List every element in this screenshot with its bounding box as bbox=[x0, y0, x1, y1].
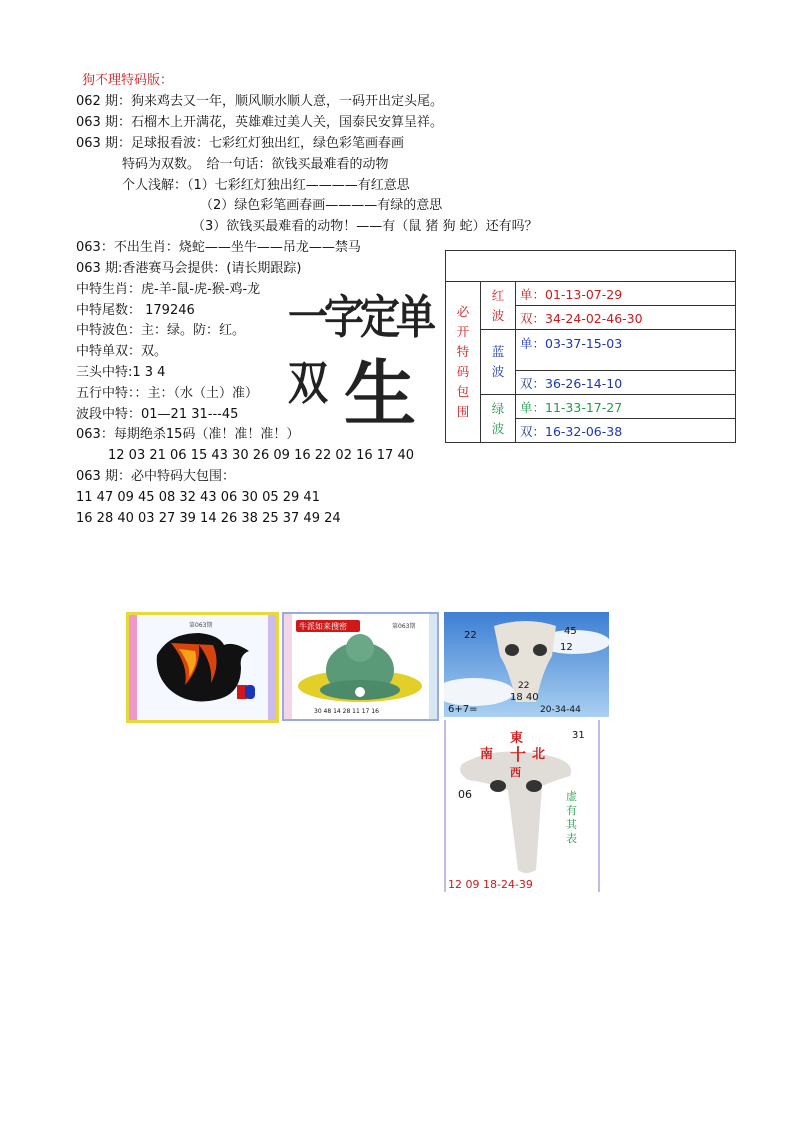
flame-graphic bbox=[129, 615, 276, 720]
text-line-17: 063：每期绝杀15码（准！准！准！） bbox=[76, 427, 300, 442]
text-line-4: 特码为双数。 给一句话：欲钱买最难看的动物 bbox=[122, 157, 389, 172]
red-even-cell: 双：34-24-02-46-30 bbox=[516, 306, 736, 330]
img2-bottom-numbers: 30 48 14 28 11 17 16 bbox=[314, 708, 379, 715]
text-line-8: 063：不出生肖：烧蛇——坐牛——吊龙——禁马 bbox=[76, 240, 361, 255]
stamp-line-2: 生 bbox=[344, 351, 417, 436]
skull-sky-graphic bbox=[444, 612, 609, 717]
skull-compass-image bbox=[444, 720, 600, 892]
img4-text1: 虚 bbox=[566, 790, 577, 803]
img4-bottom: 12 09 18-24-39 bbox=[448, 878, 533, 891]
img3-bl: 18 40 bbox=[510, 692, 539, 703]
page-title: 狗不理特码版： bbox=[82, 73, 174, 88]
img4-num31: 31 bbox=[572, 730, 585, 741]
img2-title: 牛派如来搜密 bbox=[299, 622, 347, 631]
text-line-9: 063 期:香港赛马会提供：(请长期跟踪) bbox=[76, 261, 302, 276]
stamp-line-1: 一字定单双 bbox=[288, 290, 432, 411]
img4-center: 十 bbox=[510, 745, 527, 764]
text-line-18: 12 03 21 06 15 43 30 26 09 16 22 02 16 17 40 bbox=[108, 448, 414, 463]
green-odd-cell: 单：11-33-17-27 bbox=[516, 395, 736, 419]
text-line-20: 11 47 09 45 08 32 43 06 30 05 29 41 bbox=[76, 490, 320, 505]
green-even-cell: 双：16-32-06-38 bbox=[516, 419, 736, 443]
text-line-3: 063 期：足球报看波：七彩红灯独出红，绿色彩笔画春画 bbox=[76, 136, 404, 151]
red-odd-cell: 单：01-13-07-29 bbox=[516, 282, 736, 306]
text-line-12: 中特波色：主：绿。防：红。 bbox=[76, 323, 246, 338]
wave-table-header-row bbox=[446, 251, 736, 282]
wave-table-header-cell bbox=[446, 251, 736, 282]
img3-mid: 22 bbox=[518, 681, 530, 691]
img4-text4: 表 bbox=[566, 832, 577, 845]
text-line-2: 063 期：石榴木上开满花，英雄难过美人关，国泰民安算呈祥。 bbox=[76, 115, 443, 130]
img4-text2: 有 bbox=[566, 804, 577, 817]
text-line-6: （2）绿色彩笔画春画————有绿的意思 bbox=[200, 198, 443, 213]
text-line-5: 个人浅解：（1）七彩红灯独出红————有红意思 bbox=[122, 178, 410, 193]
calligraphy-stamp bbox=[288, 290, 448, 440]
img3-tr: 45 bbox=[564, 626, 577, 637]
blue-odd-cell: 单：03-37-15-03 bbox=[516, 330, 736, 371]
text-line-1: 062 期：狗来鸡去又一年，顺风顺水顺人意，一码开出定头尾。 bbox=[76, 94, 443, 109]
img4-num06: 06 bbox=[458, 788, 472, 801]
text-line-21: 16 28 40 03 27 39 14 26 38 25 37 49 24 bbox=[76, 511, 341, 526]
img1-header: 第063期 bbox=[189, 622, 213, 629]
flame-image bbox=[126, 612, 279, 723]
wave-name-green: 绿 波 bbox=[481, 395, 516, 443]
wave-name-red: 红 波 bbox=[481, 282, 516, 330]
text-line-7: （3）欲钱买最难看的动物！——有（鼠 猪 狗 蛇）还有吗？ bbox=[192, 219, 538, 234]
wave-table bbox=[445, 250, 736, 443]
skull-compass-graphic bbox=[446, 720, 598, 892]
img4-east: 北 bbox=[532, 747, 546, 762]
img3-br: 20-34-44 bbox=[540, 705, 581, 715]
text-line-19: 063 期：必中特码大包围： bbox=[76, 469, 235, 484]
img4-south: 南 bbox=[480, 747, 494, 762]
text-line-15: 五行中特：：主：（水（土）准） bbox=[76, 386, 259, 401]
img2-header: 第063期 bbox=[392, 623, 416, 630]
buddha-graphic bbox=[284, 614, 437, 719]
side-label: 必 开 特 码 包 围 bbox=[446, 282, 481, 443]
img3-r2: 12 bbox=[560, 642, 573, 653]
text-line-14: 三头中特:1 3 4 bbox=[76, 365, 166, 380]
text-line-16: 波段中特：01—21 31---45 bbox=[76, 407, 239, 422]
text-line-13: 中特单双：双。 bbox=[76, 344, 168, 359]
wave-row-blue-odd bbox=[446, 330, 736, 371]
blue-even-cell: 双：36-26-14-10 bbox=[516, 371, 736, 395]
wave-row-red-odd bbox=[446, 282, 736, 306]
img3-tl: 22 bbox=[464, 630, 477, 641]
skull-sky-image bbox=[444, 612, 609, 717]
img4-north: 東 bbox=[510, 731, 524, 746]
img4-text3: 其 bbox=[566, 818, 577, 831]
img4-west: 西 bbox=[510, 766, 521, 779]
buddha-image bbox=[282, 612, 439, 721]
wave-row-green-odd bbox=[446, 395, 736, 419]
wave-name-blue: 蓝 波 bbox=[481, 330, 516, 395]
img3-formula: 6+7= bbox=[448, 704, 478, 715]
text-line-11: 中特尾数： 179246 bbox=[76, 303, 195, 318]
text-line-10: 中特生肖：虎-羊-鼠-虎-猴-鸡-龙 bbox=[76, 282, 261, 297]
